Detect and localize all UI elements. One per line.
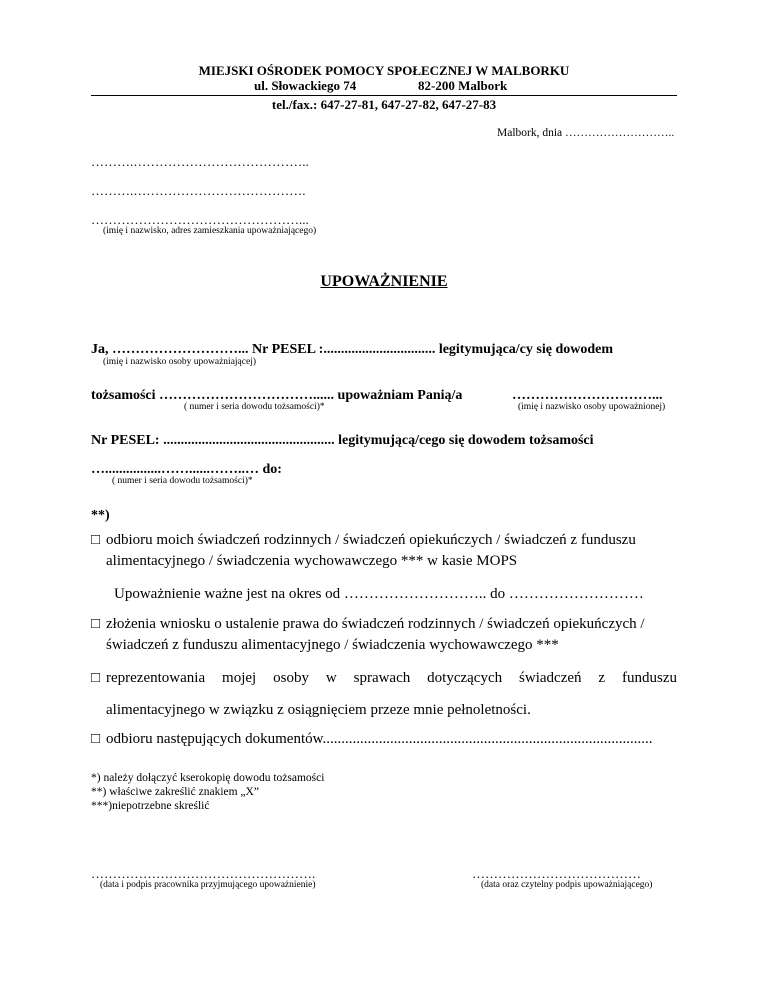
option-1-line-b: alimentacyjnego / świadczenia wychowawczego *** w kasie MOPS <box>106 553 518 569</box>
checkbox-option-4[interactable]: □ <box>91 731 101 747</box>
phone-numbers: tel./fax.: 647-27-81, 647-27-82, 647-27-83 <box>271 97 497 112</box>
body-line-3[interactable]: Nr PESEL: ................................................. legitymującą/cego się dowodem tożsamości <box>91 433 594 448</box>
caption-id-number-2: ( numer i seria dowodu tożsamości)* <box>112 476 253 486</box>
body-line-2[interactable]: tożsamości ……………………………...... upoważniam Panią/a <box>91 388 463 403</box>
option-3-line-b: alimentacyjnego w związku z osiągnięciem przeze mnie pełnoletności. <box>106 702 531 718</box>
marker-double-asterisk: **) <box>91 508 110 523</box>
place-date-field[interactable]: Malbork, dnia ……………………….. <box>497 127 675 139</box>
checkbox-option-2[interactable]: □ <box>91 616 101 632</box>
applicant-line-2[interactable]: ……….…………………………………. <box>91 183 306 198</box>
address-postal: 82-200 Malbork <box>418 78 508 93</box>
signature-caption-staff: (data i podpis pracownika przyjmującego upoważnienie) <box>100 880 316 890</box>
body-line-4[interactable]: …................……......……..… do: <box>91 462 282 477</box>
address-street: ul. Słowackiego 74 <box>254 78 357 93</box>
option-3-line-a: reprezentowania mojej osoby w sprawach dotyczących świadczeń z funduszu <box>106 670 677 686</box>
caption-authorizing-person: (imię i nazwisko osoby upoważniającej) <box>103 357 257 367</box>
authorized-person-field[interactable]: …………………………... <box>512 388 663 403</box>
header-divider <box>91 95 677 96</box>
applicant-line-1[interactable]: ……….………………………………….. <box>91 154 309 169</box>
footnote-3: ***)niepotrzebne skreślić <box>91 800 210 812</box>
applicant-line-3[interactable]: …………………………………………... <box>91 212 309 227</box>
signature-line-staff[interactable]: ……………………………………………. <box>91 866 316 881</box>
caption-id-number: ( numer i seria dowodu tożsamości)* <box>184 402 325 412</box>
document-title: UPOWAŻNIENIE <box>320 273 448 290</box>
footnote-2: **) właściwe zakreślić znakiem „X” <box>91 786 259 798</box>
signature-caption-authorizer: (data oraz czytelny podpis upoważniającego) <box>481 880 653 890</box>
footnote-1: *) należy dołączyć kserokopię dowodu tożsamości <box>91 772 325 784</box>
institution-name: MIEJSKI OŚRODEK POMOCY SPOŁECZNEJ W MALBORKU <box>198 63 570 78</box>
option-4-line-a[interactable]: odbioru następujących dokumentów........................................................................................ <box>106 731 653 747</box>
checkbox-option-1[interactable]: □ <box>91 532 101 548</box>
option-2-line-a: złożenia wniosku o ustalenie prawa do świadczeń rodzinnych / świadczeń opiekuńczych / <box>106 616 645 632</box>
caption-authorized-person: (imię i nazwisko osoby upoważnionej) <box>518 402 666 412</box>
body-line-1[interactable]: Ja, ………………………... Nr PESEL :................................ legitymująca/cy się dowodem <box>91 342 614 357</box>
applicant-caption: (imię i nazwisko, adres zamieszkania upoważniającego) <box>103 226 317 236</box>
validity-period-line[interactable]: Upoważnienie ważne jest na okres od ……………………….. do ……………………… <box>114 586 644 602</box>
option-2-line-b: świadczeń z funduszu alimentacyjnego / świadczenia wychowawczego *** <box>106 637 559 653</box>
checkbox-option-3[interactable]: □ <box>91 670 101 686</box>
signature-line-authorizer[interactable]: ………………………………… <box>472 866 641 881</box>
option-1-line-a: odbioru moich świadczeń rodzinnych / świadczeń opiekuńczych / świadczeń z funduszu <box>106 532 636 548</box>
